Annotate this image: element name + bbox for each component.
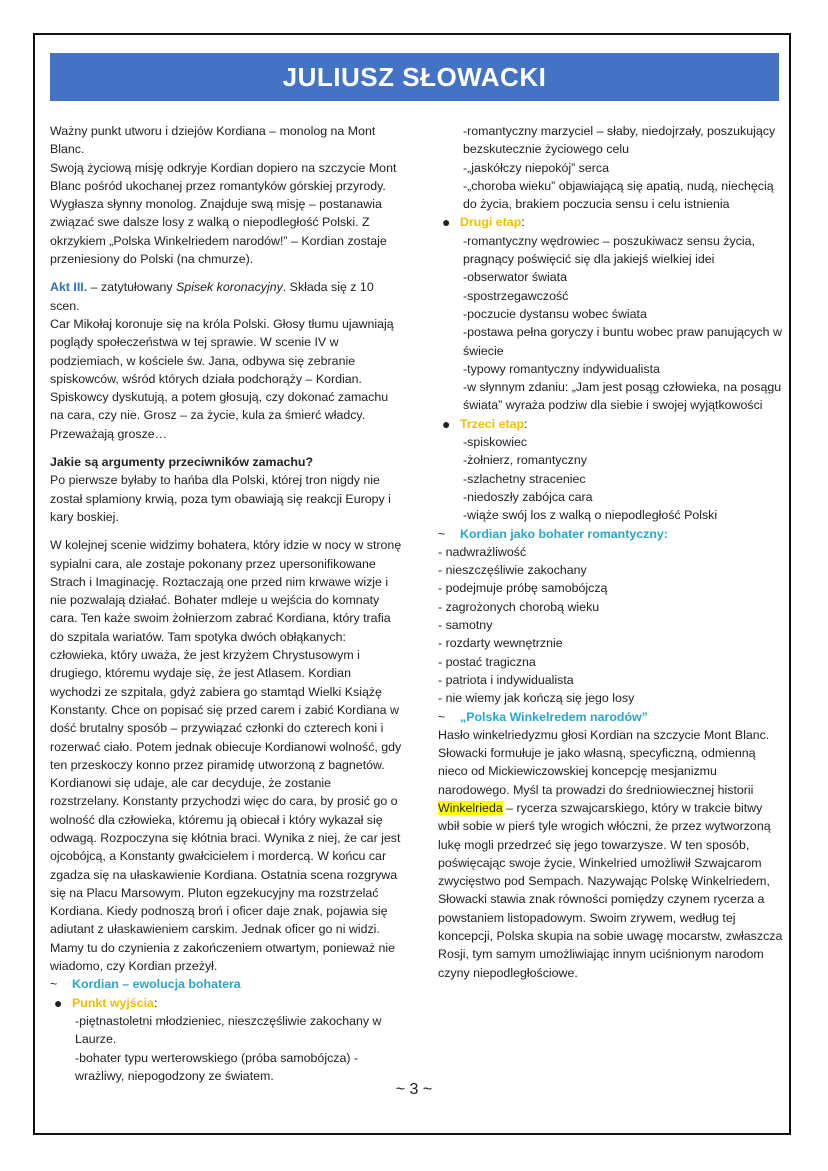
stage-1: ● Drugi etap: xyxy=(438,213,783,231)
list-item: -typowy romantyczny indywidualista xyxy=(463,361,660,376)
right-column xyxy=(438,122,783,982)
list-item: -piętnastoletni młodzieniec, nieszczęśliwie zakochany w Laurze. xyxy=(75,1013,382,1047)
stage-1-label: Drugi etap xyxy=(460,215,522,230)
list-item: - nie wiemy jak kończą się jego losy xyxy=(438,691,635,706)
tilde-marker: ~ xyxy=(438,526,446,541)
list-item: -„choroba wieku” objawiającą się apatią, nudą, niechęcią do życia, brakiem poczucia sensu i celu istnienia xyxy=(463,178,774,212)
list-item: -„jaskółczy niepokój” serca xyxy=(463,160,609,175)
bullet: ● xyxy=(54,994,63,1011)
list-item: -romantyczny marzyciel – słaby, niedojrzały, poszukujący bezskutecznie życiowego celu xyxy=(463,124,776,157)
list-item: -niedoszły zabójca cara xyxy=(463,489,593,504)
list-item: -postawa pełna goryczy i buntu wobec praw panujących w świecie xyxy=(463,325,782,358)
stage-2-label: Trzeci etap xyxy=(460,416,525,431)
list-item: -w słynnym zdaniu: „Jam jest posąg człowieka, na posągu świata” wyraża podziw dla siebie i swojej wyjątkowości xyxy=(463,380,782,413)
hero-heading-text: Kordian jako bohater romantyczny: xyxy=(460,526,668,541)
bullet: ● xyxy=(442,415,451,432)
paragraph-answer: Po pierwsze byłaby to hańba dla Polski, której tron nigdy nie został splamiony krwią, poza tym obawiają się reakcji Europy i kary boskiej. xyxy=(50,473,391,524)
list-item: -poczucie dystansu wobec świata xyxy=(463,306,647,321)
list-item: -spiskowiec xyxy=(463,435,528,450)
akt-3-line xyxy=(50,278,402,315)
hero-heading xyxy=(438,525,783,543)
akt-3-title: Spisek koronacyjny xyxy=(176,280,283,295)
polska-heading-text: „Polska Winkelredem narodów” xyxy=(460,709,648,724)
tilde-marker: ~ xyxy=(438,709,446,724)
list-item: -żołnierz, romantyczny xyxy=(463,453,587,468)
akt-3-rest: . Składa się z 10 scen. xyxy=(50,280,374,313)
akt-3-label: Akt III. xyxy=(50,280,88,295)
paragraph-akt-3: Car Mikołaj koronuje się na króla Polski. Głosy tłumu ujawniają poglądy społeczeństwa w tej sprawie. W scenie IV w podziemiach, w kościele św. Jana, odbywa się zebranie spiskowców, wśród których działa podchorąży – Kordian. Spiskowcy dyskutują, a potem głosują, czy dokonać zamachu na cara, czy nie. Grosz – za życie, kula za śmierć władcy. Przeważają grosze… xyxy=(50,316,394,441)
paragraph-winkelried-part-2: – rycerza szwajcarskiego, który w trakcie bitwy wbił sobie w pierś tyle wrogich włóczni, że przez wytworzoną lukę mogli przedrzeć się jego towarzysze. W ten sposób, poświęcając swoje życie, Winkelried umożliwił Szwajcarom zwycięstwo pod Sempach. Nazywając Polskę Winkelriedem, Słowacki stawia znak równości pomiędzy czynem rycerza a powstaniem listopadowym. Swoim zrywem, według tej koncepcji, Polska skupia na sobie uwagę mocarstw, zwłaszcza Rosji, tym samym umożliwiając innym uciśnionym narodom czyny niepodległościowe. xyxy=(438,800,783,980)
list-item: - rozdarty wewnętrznie xyxy=(438,636,563,651)
title-banner xyxy=(50,53,779,101)
tilde-marker: ~ xyxy=(50,977,58,992)
stage-0-items xyxy=(50,1012,402,1085)
stage-1-items xyxy=(438,232,783,415)
evolution-heading-text: Kordian – ewolucja bohatera xyxy=(72,977,241,992)
list-item: -obserwator świata xyxy=(463,270,567,285)
paragraph-intro-1: Ważny punkt utworu i dziejów Kordiana – monolog na Mont Blanc. xyxy=(50,124,376,157)
polska-heading xyxy=(438,708,783,726)
list-item: - nadwrażliwość xyxy=(438,544,527,559)
bullet: ● xyxy=(442,214,451,231)
list-item: -wiąże swój los z walką o niepodległość Polski xyxy=(463,508,718,523)
list-item: -spostrzegawczość xyxy=(463,288,569,303)
akt-3-dash: – zatytułowany xyxy=(87,280,177,295)
hero-traits-list xyxy=(438,543,783,708)
paragraph-scene: W kolejnej scenie widzimy bohatera, który idzie w nocy w stronę sypialni cara, ale zostaje pokonany przez upersonifikowane Strach i Imaginację. Roztaczają one przed nim krwawe wizje i nie pozwalają działać. Bohater mdleje u wejścia do komnaty cara. Ten każe swoim żołnierzom zabrać Kordiana, który trafia do szpitala wariatów. Tam spotyka dwóch obłąkanych: człowieka, który uważa, że jest krzyżem Chrystusowym i drugiego, któremu wydaje się, że jest Atlasem. Kordian wychodzi ze szpitala, gdyż zabiera go stamtąd Wielki Książę Konstanty. Chce on popisać się przed carem i zabić Kordiana w dość brutalny sposób – przywiązać członki do czterech koni i rozerwać ciało. Potem jednak obiecuje Kordianowi wolność, gdy ten przeskoczy konno przez piramidę utworzoną z bagnetów. Kordianowi się udaje, ale car decyduje, że zostanie rozstrzelany. Konstanty przychodzi więc do cara, by prosić go o wolność dla człowieka, któremu ją obiecał i który wykazał się odwagą. Rozpoczyna się kłótnia braci. Wynika z niej, że car jest ojcobójcą, a Konstanty gwałcicielem i mordercą. W końcu car zgadza się na ułaskawienie Kordiana. Ostatnia scena rozgrywa się na Placu Marsowym. Pluton egzekucyjny ma rozstrzelać Kordiana. Kiedy podnoszą broń i oficer daje znak, pojawia się adiutant z ułaskawieniem carskim. Jednak oficer go ni widzi. Mamy tu do czynienia z zakończeniem otwartym, ponieważ nie wiadomo, czy Kordian przeżył. xyxy=(50,538,402,974)
stage-0-items-continued xyxy=(438,122,783,213)
stage-2-items xyxy=(438,433,783,524)
list-item: - postać tragiczna xyxy=(438,654,536,669)
highlighted-term: Winkelrieda xyxy=(438,800,503,815)
paragraph-winkelried xyxy=(438,726,783,982)
question-heading: Jakie są argumenty przeciwników zamachu? xyxy=(50,455,314,470)
evolution-heading xyxy=(50,975,402,993)
page-title: JULIUSZ SŁOWACKI xyxy=(282,61,547,92)
list-item: -bohater typu werterowskiego (próba samobójcza) - wrażliwy, niepogodzony ze światem. xyxy=(75,1050,359,1083)
list-item: - samotny xyxy=(438,618,493,633)
list-item: - patriota i indywidualista xyxy=(438,672,574,687)
paragraph-intro-2: Swoją życiową misję odkryje Kordian dopiero na szczycie Mont Blanc pośród ukochanej przez romantyków górskiej przyrody. Wygłasza słynny monolog. Znajduje swą misję – postanawia związać swe dalsze losy z walką o niepodległość Polski. Z okrzykiem „Polska Winkelriedem narodów!” – Kordian zostaje przeniesiony do Polski (na chmurze). xyxy=(50,160,397,267)
list-item: -romantyczny wędrowiec – poszukiwacz sensu życia, pragnący poświęcić się dla jakiejś wielkiej idei xyxy=(463,233,755,267)
left-column xyxy=(50,122,402,1085)
stage-0: ● Punkt wyjścia: xyxy=(50,994,402,1012)
page-number: ~ 3 ~ xyxy=(395,1081,433,1098)
list-item: - podejmuje próbę samobójczą xyxy=(438,581,608,596)
list-item: - nieszczęśliwie zakochany xyxy=(438,563,587,578)
stage-0-label: Punkt wyjścia xyxy=(72,995,154,1010)
paragraph-winkelried-part-1: Hasło winkelriedyzmu głosi Kordian na szczycie Mont Blanc. Słowacki formułuje je jako własną, specyficzną, odmienną nieco od Mickiewiczowskiej koncepcję mesjanizmu narodowego. Myśl ta prowadzi do średniowiecznej historii xyxy=(438,727,770,797)
list-item: - zagrożonych chorobą wieku xyxy=(438,599,600,614)
list-item: -szlachetny straceniec xyxy=(463,471,586,486)
stage-2: ● Trzeci etap: xyxy=(438,415,783,433)
